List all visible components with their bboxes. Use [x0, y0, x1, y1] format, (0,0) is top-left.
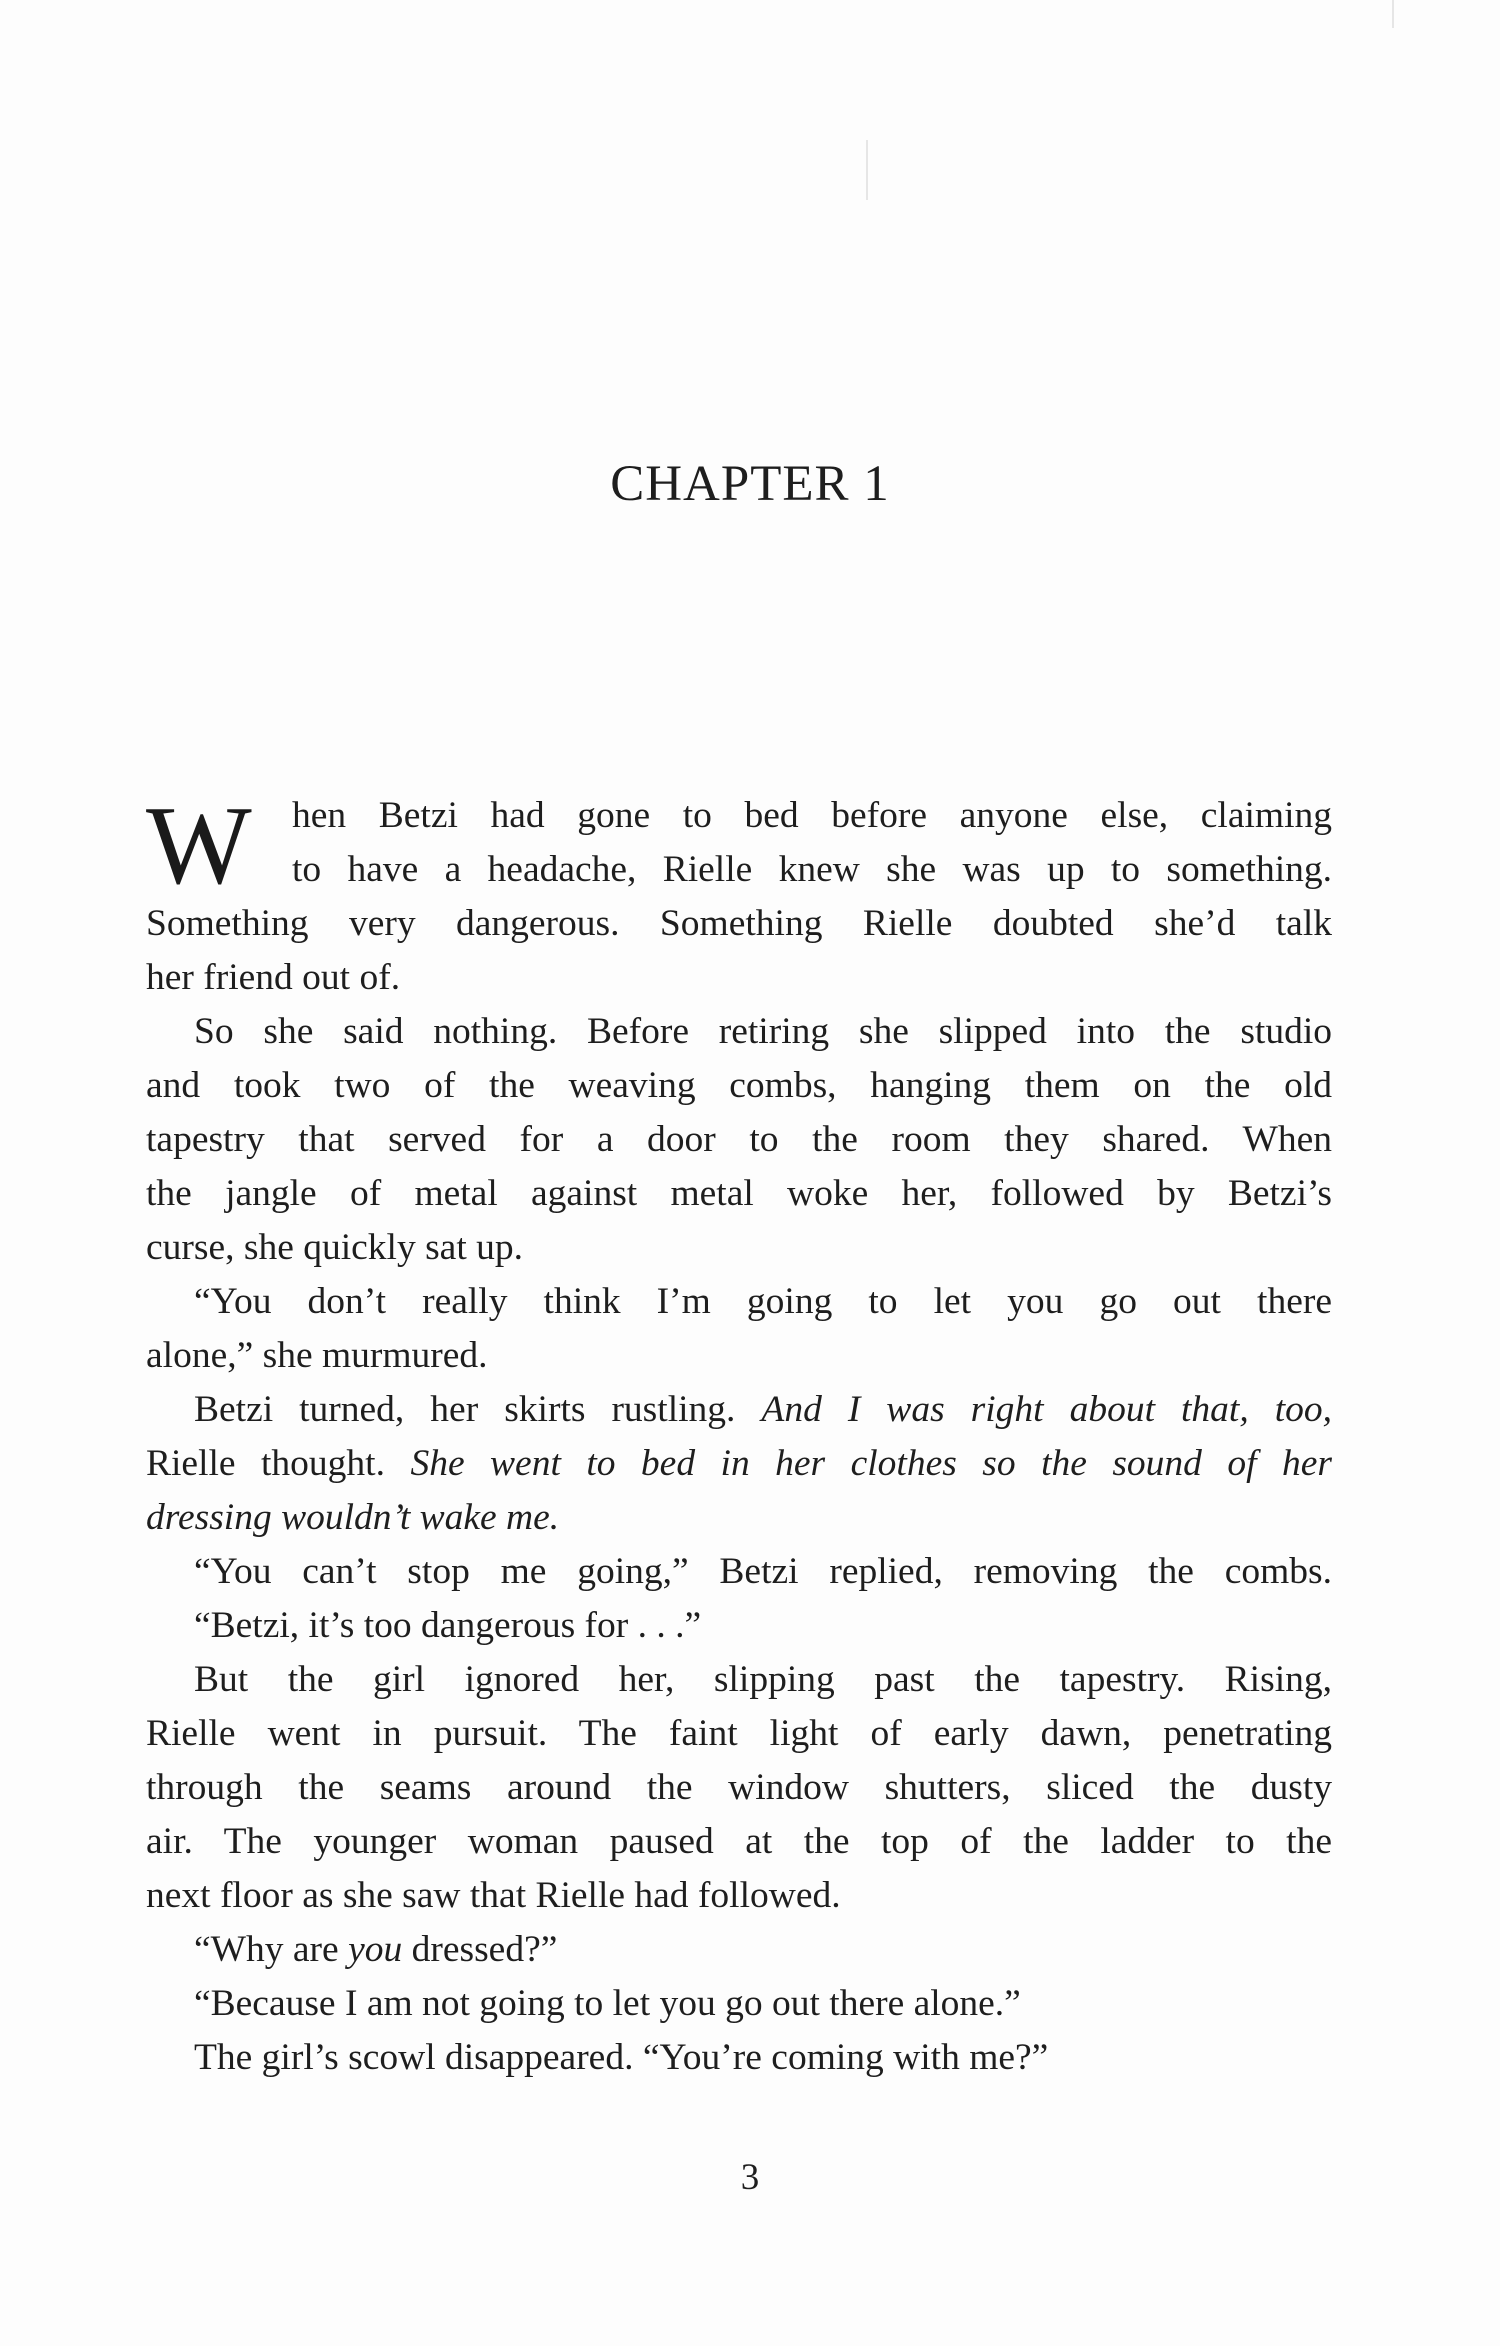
text-line: The girl’s scowl disappeared. “You’re coming with me?”: [194, 2037, 1049, 2078]
text-line: So she said nothing. Before retiring she slipped into the studio: [194, 1011, 1332, 1052]
scan-speck: [1392, 0, 1394, 28]
text-line: curse, she quickly sat up.: [146, 1227, 523, 1268]
text-line: “Because I am not going to let you go out there alone.”: [194, 1983, 1021, 2024]
text-line: “Betzi, it’s too dangerous for . . .”: [194, 1605, 702, 1646]
text-line: Something very dangerous. Something Rielle doubted she’d talk: [146, 903, 1332, 944]
text-line: But the girl ignored her, slipping past the tapestry. Rising,: [194, 1659, 1332, 1700]
text-line: air. The younger woman paused at the top of the ladder to the: [146, 1821, 1332, 1862]
text-line: through the seams around the window shutters, sliced the dusty: [146, 1767, 1332, 1808]
text-line: next floor as she saw that Rielle had followed.: [146, 1875, 841, 1916]
text-run: Betzi turned, her skirts rustling.: [194, 1389, 762, 1430]
text-line: alone,” she murmured.: [146, 1335, 488, 1376]
drop-cap: W: [146, 784, 252, 908]
text-line: tapestry that served for a door to the room they shared. When: [146, 1119, 1332, 1160]
text-line: “You don’t really think I’m going to let you go out there: [194, 1281, 1332, 1322]
body-text: [146, 784, 1332, 2085]
scan-speck: [866, 140, 868, 200]
page-number: 3: [740, 2157, 760, 2198]
italic-text: And I was right about that, too,: [761, 1389, 1332, 1430]
italic-text: She went to bed in her clothes so the sound of her: [410, 1443, 1332, 1484]
text-line: [146, 1383, 1332, 1437]
text-line: her friend out of.: [146, 957, 401, 998]
chapter-title: CHAPTER 1: [610, 456, 890, 512]
text-line: [146, 1437, 1332, 1491]
text-line: “You can’t stop me going,” Betzi replied, removing the combs.: [194, 1551, 1332, 1592]
text-run: dressed?”: [402, 1929, 558, 1970]
text-line: to have a headache, Rielle knew she was up to something.: [292, 849, 1332, 890]
text-line: and took two of the weaving combs, hanging them on the old: [146, 1065, 1332, 1106]
text-line: Rielle went in pursuit. The faint light of early dawn, penetrating: [146, 1713, 1332, 1754]
text-line: the jangle of metal against metal woke her, followed by Betzi’s: [146, 1173, 1332, 1214]
text-line: [146, 1491, 1332, 1545]
text-run: “Why are: [194, 1929, 349, 1970]
italic-text: dressing wouldn’t wake me.: [146, 1497, 560, 1538]
text-line: hen Betzi had gone to bed before anyone else, claiming: [292, 795, 1332, 836]
text-run: Rielle thought.: [146, 1443, 411, 1484]
text-line: [146, 1923, 1332, 1977]
italic-text: you: [348, 1929, 403, 1970]
